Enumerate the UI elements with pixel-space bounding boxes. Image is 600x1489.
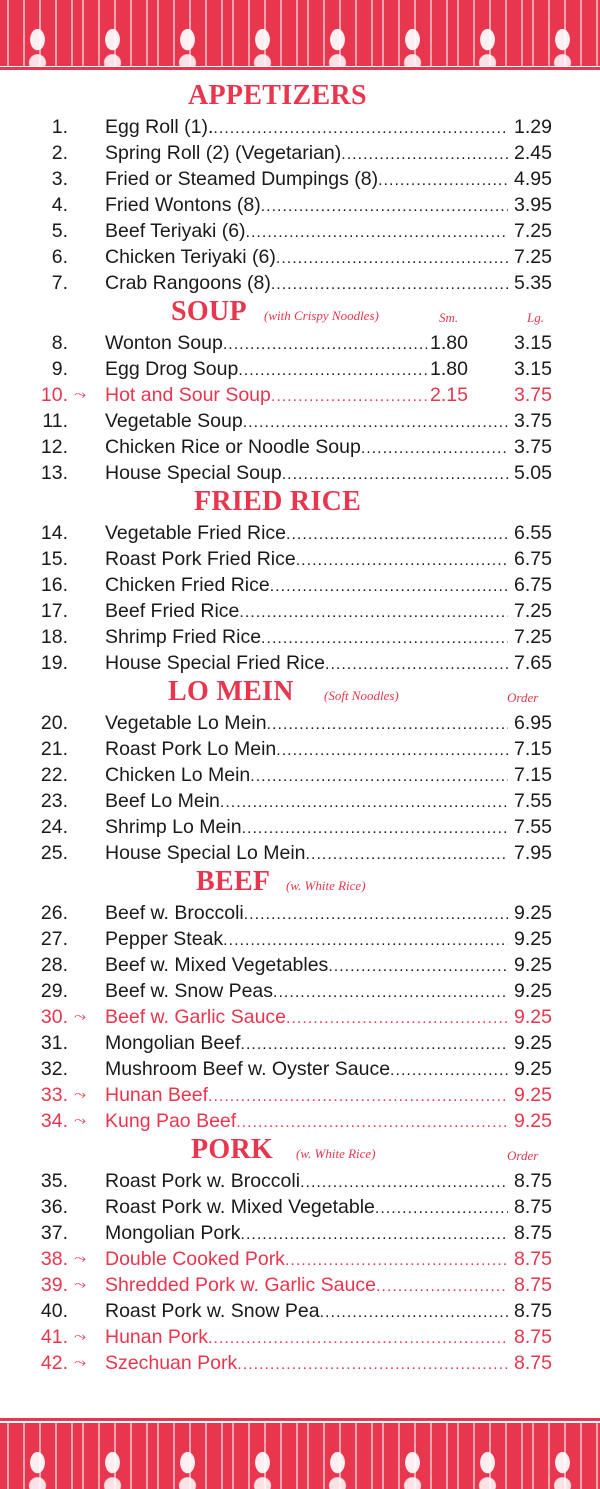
dot-leader <box>261 194 508 220</box>
menu-item <box>0 736 600 762</box>
menu-item <box>0 572 600 598</box>
item-name: Beef Lo Mein <box>105 790 220 812</box>
section-header <box>0 486 600 520</box>
item-number: 24. <box>40 816 68 838</box>
item-price: 9.25 <box>514 1006 552 1028</box>
menu-item <box>0 408 600 434</box>
item-number: 1. <box>51 116 68 138</box>
item-price-small: 1.80 <box>430 358 468 380</box>
section-note: (w. White Rice) <box>286 878 366 893</box>
section-note: (Soft Noodles) <box>324 688 399 703</box>
dot-leader <box>244 902 508 928</box>
item-number: 7. <box>51 272 68 294</box>
item-name: Hunan Beef <box>105 1084 208 1106</box>
menu-item <box>0 1246 600 1272</box>
item-price: 8.75 <box>514 1300 552 1322</box>
dot-leader <box>271 272 508 298</box>
item-name: Roast Pork w. Snow Pea <box>105 1300 320 1322</box>
menu-item <box>0 434 600 460</box>
item-name-leader <box>105 736 508 764</box>
item-price: 8.75 <box>514 1352 552 1374</box>
item-number: 30. <box>40 1006 68 1028</box>
item-number: 22. <box>40 764 68 786</box>
menu-item <box>0 1108 600 1134</box>
item-name: Shrimp Fried Rice <box>105 626 262 648</box>
item-number: 39. <box>40 1274 68 1296</box>
section-title: FRIED RICE <box>194 486 362 517</box>
column-header: Order <box>507 1148 539 1163</box>
item-price: 9.25 <box>514 1110 552 1132</box>
item-name-leader <box>105 978 508 1006</box>
dot-leader <box>271 384 427 410</box>
item-number: 15. <box>40 548 68 570</box>
item-name-leader <box>105 814 508 842</box>
item-number: 10. <box>40 384 68 406</box>
item-price-small: 2.15 <box>430 384 468 406</box>
item-name-leader <box>105 1194 508 1222</box>
item-number: 13. <box>40 462 68 484</box>
section-header <box>0 80 600 114</box>
item-price: 6.75 <box>514 574 552 596</box>
section-title: SOUP <box>171 296 247 327</box>
item-name: Chicken Rice or Noodle Soup <box>105 436 361 458</box>
menu-item <box>0 1324 600 1350</box>
item-price: 5.35 <box>514 272 552 294</box>
dot-leader <box>325 652 508 678</box>
item-name-leader <box>105 218 508 246</box>
item-name-leader <box>105 1108 508 1136</box>
item-price: 4.95 <box>514 168 552 190</box>
column-header: Sm. <box>439 310 459 325</box>
item-price: 6.95 <box>514 712 552 734</box>
item-name: Shredded Pork w. Garlic Sauce <box>105 1274 376 1296</box>
item-number: 35. <box>40 1170 68 1192</box>
item-name: House Special Soup <box>105 462 282 484</box>
dot-leader <box>296 548 508 574</box>
item-number: 36. <box>40 1196 68 1218</box>
item-price: 7.55 <box>514 816 552 838</box>
item-price: 9.25 <box>514 1058 552 1080</box>
dot-leader <box>237 1352 508 1378</box>
item-number: 41. <box>40 1326 68 1348</box>
item-name: Fried Wontons (8) <box>105 194 261 216</box>
item-name-leader <box>105 520 508 548</box>
menu-item <box>0 356 600 382</box>
dot-leader <box>328 954 508 980</box>
item-number: 40. <box>40 1300 68 1322</box>
item-price: 2.45 <box>514 142 552 164</box>
item-name-leader <box>105 166 508 194</box>
item-name: Vegetable Soup <box>105 410 243 432</box>
item-name: Vegetable Fried Rice <box>105 522 287 544</box>
menu-item <box>0 762 600 788</box>
item-name: Kung Pao Beef <box>105 1110 237 1132</box>
item-name: House Special Fried Rice <box>105 652 326 674</box>
item-name-leader <box>105 624 508 652</box>
pepper-icon: ⤳ <box>74 1112 87 1129</box>
item-name-leader <box>105 114 508 142</box>
menu-item <box>0 382 600 408</box>
item-number: 5. <box>51 220 68 242</box>
section-title: PORK <box>191 1134 274 1165</box>
item-price: 9.25 <box>514 954 552 976</box>
menu-item <box>0 244 600 270</box>
item-price: 7.25 <box>514 246 552 268</box>
item-name: Wonton Soup <box>105 332 223 354</box>
item-name: Egg Drog Soup <box>105 358 239 380</box>
item-name-leader <box>105 244 508 272</box>
item-price: 7.15 <box>514 738 552 760</box>
item-name: Fried or Steamed Dumpings (8) <box>105 168 379 190</box>
item-number: 17. <box>40 600 68 622</box>
dot-leader <box>286 522 508 548</box>
menu-item <box>0 1004 600 1030</box>
item-name: Chicken Lo Mein <box>105 764 251 786</box>
menu-item <box>0 1194 600 1220</box>
dot-leader <box>246 220 508 246</box>
item-price: 8.75 <box>514 1248 552 1270</box>
item-price: 7.95 <box>514 842 552 864</box>
dot-leader <box>285 1248 508 1274</box>
item-name-leader <box>105 270 508 298</box>
dot-leader <box>276 246 508 272</box>
pepper-icon: ⤳ <box>74 1250 87 1267</box>
item-price: 8.75 <box>514 1196 552 1218</box>
dot-leader <box>241 1032 508 1058</box>
column-header: Lg. <box>527 310 544 325</box>
column-header: Order <box>507 690 539 705</box>
item-name-leader <box>105 1350 508 1378</box>
item-number: 33. <box>40 1084 68 1106</box>
item-name-leader <box>105 1298 508 1326</box>
item-price: 7.55 <box>514 790 552 812</box>
section-header <box>0 296 600 330</box>
item-price: 7.25 <box>514 600 552 622</box>
menu-item <box>0 140 600 166</box>
item-price: 9.25 <box>514 1084 552 1106</box>
dot-leader <box>239 600 508 626</box>
item-name: Chicken Teriyaki (6) <box>105 246 276 268</box>
menu-item <box>0 624 600 650</box>
dot-leader <box>250 764 508 790</box>
item-number: 37. <box>40 1222 68 1244</box>
item-name: Roast Pork w. Mixed Vegetable <box>105 1196 375 1218</box>
menu-item <box>0 270 600 296</box>
item-number: 34. <box>40 1110 68 1132</box>
item-number: 26. <box>40 902 68 924</box>
top-border-rule <box>0 67 600 70</box>
item-number: 21. <box>40 738 68 760</box>
item-name-leader <box>105 192 508 220</box>
item-name-leader <box>105 710 508 738</box>
menu-item <box>0 546 600 572</box>
dot-leader <box>208 1326 508 1352</box>
item-price: 7.65 <box>514 652 552 674</box>
item-price: 9.25 <box>514 980 552 1002</box>
menu-item <box>0 218 600 244</box>
item-name: House Special Lo Mein <box>105 842 306 864</box>
item-name: Mongolian Pork <box>105 1222 241 1244</box>
item-price: 6.75 <box>514 548 552 570</box>
item-name: Beef Teriyaki (6) <box>105 220 246 242</box>
item-name-leader <box>105 434 508 462</box>
dot-leader <box>361 436 508 462</box>
item-name-leader <box>105 382 427 410</box>
item-number: 16. <box>40 574 68 596</box>
item-price: 6.55 <box>514 522 552 544</box>
item-name-leader <box>105 1082 508 1110</box>
item-name-leader <box>105 650 508 678</box>
menu-item <box>0 1298 600 1324</box>
menu-item <box>0 192 600 218</box>
dot-leader <box>300 1170 508 1196</box>
menu-item <box>0 840 600 866</box>
item-number: 23. <box>40 790 68 812</box>
item-price-large: 3.75 <box>514 384 552 406</box>
menu-item <box>0 1350 600 1376</box>
menu-item <box>0 330 600 356</box>
item-name-leader <box>105 572 508 600</box>
item-name: Mushroom Beef w. Oyster Sauce <box>105 1058 391 1080</box>
item-name-leader <box>105 840 508 868</box>
item-name-leader <box>105 1030 508 1058</box>
item-name: Beef w. Garlic Sauce <box>105 1006 287 1028</box>
menu-item <box>0 1056 600 1082</box>
item-name-leader <box>105 1272 508 1300</box>
item-number: 4. <box>51 194 68 216</box>
dot-leader <box>242 816 508 842</box>
item-name: Shrimp Lo Mein <box>105 816 242 838</box>
item-name-leader <box>105 788 508 816</box>
item-name: Vegetable Lo Mein <box>105 712 267 734</box>
item-name: Beef w. Mixed Vegetables <box>105 954 329 976</box>
item-price: 3.75 <box>514 410 552 432</box>
pepper-icon: ⤳ <box>74 1086 87 1103</box>
item-name: Hot and Sour Soup <box>105 384 271 406</box>
item-price: 7.25 <box>514 626 552 648</box>
item-name: Szechuan Pork <box>105 1352 238 1374</box>
item-price: 7.15 <box>514 764 552 786</box>
dot-leader <box>276 738 508 764</box>
item-name-leader <box>105 1004 508 1032</box>
item-name: Hunan Pork <box>105 1326 208 1348</box>
item-price: 5.05 <box>514 462 552 484</box>
menu-item <box>0 1220 600 1246</box>
item-name-leader <box>105 140 508 168</box>
dot-leader <box>223 928 508 954</box>
item-name: Roast Pork Fried Rice <box>105 548 296 570</box>
item-price: 1.29 <box>514 116 552 138</box>
item-name: Beef Fried Rice <box>105 600 240 622</box>
item-price: 9.25 <box>514 928 552 950</box>
item-name-leader <box>105 460 508 488</box>
item-name: Spring Roll (2) (Vegetarian) <box>105 142 342 164</box>
dot-leader <box>270 574 508 600</box>
item-name-leader <box>105 1168 508 1196</box>
item-number: 11. <box>42 410 68 432</box>
menu-item <box>0 1272 600 1298</box>
item-name-leader <box>105 356 427 384</box>
item-name: Mongolian Beef <box>105 1032 241 1054</box>
item-number: 27. <box>40 928 68 950</box>
item-price: 8.75 <box>514 1326 552 1348</box>
item-name: Pepper Steak <box>105 928 224 950</box>
item-number: 12. <box>40 436 68 458</box>
item-name-leader <box>105 1056 508 1084</box>
dot-leader <box>267 712 508 738</box>
item-price: 3.75 <box>514 436 552 458</box>
dot-leader <box>241 1222 509 1248</box>
item-price-small: 1.80 <box>430 332 468 354</box>
item-number: 18. <box>40 626 68 648</box>
item-name-leader <box>105 408 508 436</box>
item-name-leader <box>105 1246 508 1274</box>
menu-item <box>0 978 600 1004</box>
dot-leader <box>220 790 508 816</box>
dot-leader <box>223 332 427 358</box>
item-name-leader <box>105 598 508 626</box>
item-number: 42. <box>40 1352 68 1374</box>
menu-item <box>0 926 600 952</box>
item-price: 8.75 <box>514 1170 552 1192</box>
section-note: (w. White Rice) <box>296 1146 376 1161</box>
pepper-icon: ⤳ <box>74 1008 87 1025</box>
item-name-leader <box>105 926 508 954</box>
dot-leader <box>320 1300 508 1326</box>
dot-leader <box>376 1274 508 1300</box>
item-name: Double Cooked Pork <box>105 1248 285 1270</box>
item-name: Beef w. Broccoli <box>105 902 244 924</box>
dot-leader <box>282 462 508 488</box>
section-note: (with Crispy Noodles) <box>264 308 379 323</box>
item-name-leader <box>105 900 508 928</box>
item-price: 8.75 <box>514 1274 552 1296</box>
section-title: BEEF <box>196 866 271 897</box>
menu-item <box>0 900 600 926</box>
item-name-leader <box>105 330 427 358</box>
section-title: APPETIZERS <box>188 80 367 111</box>
menu-item <box>0 1082 600 1108</box>
dot-leader <box>208 1084 508 1110</box>
menu-item <box>0 114 600 140</box>
item-name: Crab Rangoons (8) <box>105 272 271 294</box>
item-price-large: 3.15 <box>514 332 552 354</box>
item-number: 28. <box>40 954 68 976</box>
item-number: 29. <box>40 980 68 1002</box>
menu-item <box>0 520 600 546</box>
item-number: 3. <box>51 168 68 190</box>
item-price: 7.25 <box>514 220 552 242</box>
menu-item <box>0 598 600 624</box>
pepper-icon: ⤳ <box>74 1328 87 1345</box>
item-name-leader <box>105 1220 508 1248</box>
item-price: 9.25 <box>514 902 552 924</box>
dot-leader <box>236 1110 508 1136</box>
menu-item <box>0 788 600 814</box>
menu-item <box>0 460 600 486</box>
dot-leader <box>286 1006 508 1032</box>
item-name: Roast Pork Lo Mein <box>105 738 277 760</box>
bottom-decorative-border <box>0 1423 600 1489</box>
dot-leader <box>243 410 508 436</box>
menu-item <box>0 166 600 192</box>
dot-leader <box>238 358 427 384</box>
item-number: 25. <box>40 842 68 864</box>
section-header <box>0 676 600 710</box>
section-header <box>0 1134 600 1168</box>
item-price: 9.25 <box>514 1032 552 1054</box>
item-name-leader <box>105 952 508 980</box>
dot-leader <box>375 1196 508 1222</box>
item-price: 8.75 <box>514 1222 552 1244</box>
item-name-leader <box>105 546 508 574</box>
menu-item <box>0 710 600 736</box>
section-title: LO MEIN <box>168 676 294 707</box>
dot-leader <box>390 1058 508 1084</box>
dot-leader <box>306 842 508 868</box>
dot-leader <box>273 980 508 1006</box>
section-header <box>0 866 600 900</box>
item-name-leader <box>105 762 508 790</box>
item-name: Roast Pork w. Broccoli <box>105 1170 301 1192</box>
item-number: 2. <box>51 142 68 164</box>
item-number: 31. <box>40 1032 68 1054</box>
item-number: 6. <box>51 246 68 268</box>
pepper-icon: ⤳ <box>74 386 87 403</box>
menu-item <box>0 650 600 676</box>
pepper-icon: ⤳ <box>74 1276 87 1293</box>
menu-item <box>0 952 600 978</box>
pepper-icon: ⤳ <box>74 1354 87 1371</box>
item-number: 32. <box>40 1058 68 1080</box>
item-name-leader <box>105 1324 508 1352</box>
item-price: 3.95 <box>514 194 552 216</box>
item-name: Beef w. Snow Peas <box>105 980 274 1002</box>
bottom-border-rule <box>0 1418 600 1421</box>
item-number: 14. <box>40 522 68 544</box>
menu-item <box>0 1168 600 1194</box>
item-number: 20. <box>40 712 68 734</box>
dot-leader <box>261 626 508 652</box>
item-price-large: 3.15 <box>514 358 552 380</box>
item-number: 9. <box>51 358 68 380</box>
menu-item <box>0 1030 600 1056</box>
top-decorative-border <box>0 0 600 66</box>
item-number: 8. <box>51 332 68 354</box>
dot-leader <box>213 116 508 142</box>
item-name: Egg Roll (1). <box>105 116 214 138</box>
item-number: 38. <box>40 1248 68 1270</box>
item-number: 19. <box>40 652 68 674</box>
menu-list <box>0 80 600 1376</box>
item-name: Chicken Fried Rice <box>105 574 270 596</box>
menu-item <box>0 814 600 840</box>
dot-leader <box>378 168 508 194</box>
dot-leader <box>341 142 508 168</box>
